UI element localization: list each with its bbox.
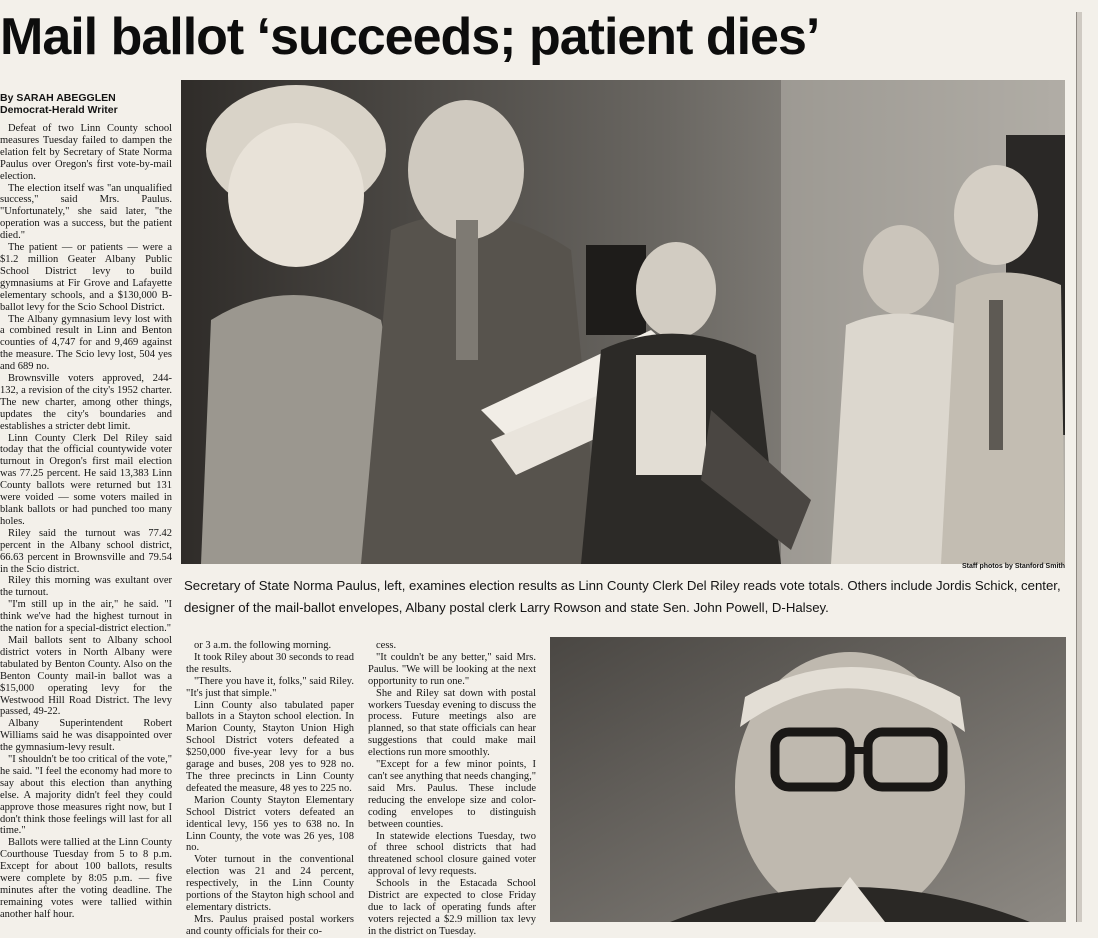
paragraph: "Except for a few minor points, I can't see anything that needs changing," said Mrs. Paulus. These include reducing the envelope size and color-coding envelopes to distinguish between counties. bbox=[368, 759, 536, 830]
byline bbox=[0, 92, 180, 116]
paragraph: Marion County Stayton Elementary School District voters defeated an identical levy, 156 yes to 638 no. In Linn County, the vote was 26 yes, 108 no. bbox=[186, 794, 354, 854]
article-column-2 bbox=[186, 640, 354, 937]
article-column-1 bbox=[0, 123, 172, 922]
paragraph: The election itself was "an unqualified success," said Mrs. Paulus. "Unfortunately," she said later, "the operation was a success, but the patient died." bbox=[0, 182, 172, 242]
paragraph: In statewide elections Tuesday, two of three school districts that had threatened school closure gained voter approval of levy requests. bbox=[368, 830, 536, 878]
paragraph: "I shouldn't be too critical of the vote," he said. "I feel the economy had more to say about this election than anything else. A majority didn't feel they could approve those measures right now, but I don't think those feelings will last for all time." bbox=[0, 754, 172, 837]
paragraph: "There you have it, folks," said Riley. "It's just that simple." bbox=[186, 675, 354, 699]
paragraph: The patient — or patients — were a $1.2 million Geater Albany Public School District levy to build gymnasiums at Fir Grove and Lafayette elementary schools, and a $130,000 B-ballot levy for the Scio School District. bbox=[0, 242, 172, 313]
photo-credit: Staff photos by Stanford Smith bbox=[961, 563, 1065, 570]
paragraph: Schools in the Estacada School District are expected to close Friday due to lack of operating funds after voters rejected a $2.9 million tax levy in the district on Tuesday. bbox=[368, 878, 536, 937]
paragraph: "I'm still up in the air," he said. "I think we've had the highest turnout in the nation for a special-district election." bbox=[0, 599, 172, 635]
group-photo-image bbox=[181, 80, 1065, 564]
portrait-photo bbox=[550, 637, 1066, 922]
paragraph: Mrs. Paulus praised postal workers and county officials for their co- bbox=[186, 913, 354, 937]
byline-author: By SARAH ABEGGLEN bbox=[0, 92, 116, 104]
paragraph: Linn County Clerk Del Riley said today that the official countywide voter turnout in Oregon's first mail election was 77.25 percent. He said 13,383 Linn County ballots were returned but 131 were voided — some voters mailed in blank ballots or had punched too many holes. bbox=[0, 432, 172, 527]
portrait-photo-image bbox=[550, 637, 1066, 922]
paragraph: Voter turnout in the conventional election was 21 and 24 percent, respectively, in the Linn County portions of the Stayton high school and elementary districts. bbox=[186, 854, 354, 913]
paragraph: or 3 a.m. the following morning. bbox=[194, 640, 332, 651]
group-photo bbox=[181, 80, 1065, 564]
page-edge-rule bbox=[1076, 12, 1082, 922]
paragraph: Mail ballots sent to Albany school district voters in North Albany were tabulated by Benton County. Also on the Benton County mail-in ballot was a $15,000 operating levy for the Westwood Hill Road District. The levy passed, 49-22. bbox=[0, 634, 172, 718]
paragraph: The Albany gymnasium levy lost with a combined result in Linn and Benton counties of 4,747 for and 9,469 against the measure. The Scio levy lost, 504 yes and 689 no. bbox=[0, 313, 172, 373]
paragraph: Riley said the turnout was 77.42 percent in the Albany school district, 66.63 percent in Brownsville and 79.54 in the Scio district. bbox=[0, 527, 172, 575]
byline-outlet: Democrat-Herald Writer bbox=[0, 104, 118, 116]
paragraph: Linn County also tabulated paper ballots in a Stayton school election. In Marion County, Stayton Union High School District voters defeated a $250,000 five-year levy for a bus garage and buses, 208 yes to 928 no. The three precincts in Linn County defeated the measure, 48 yes to 225 no. bbox=[186, 699, 354, 794]
paragraph: cess. bbox=[376, 640, 397, 651]
paragraph: Riley this morning was exultant over the turnout. bbox=[0, 575, 172, 599]
article-column-3 bbox=[368, 640, 536, 937]
paragraph: It took Riley about 30 seconds to read the results. bbox=[186, 651, 354, 675]
paragraph: Defeat of two Linn County school measures Tuesday failed to dampen the elation felt by Secretary of State Norma Paulus over Oregon's first vote-by-mail election. bbox=[0, 123, 172, 182]
paragraph: "It couldn't be any better," said Mrs. Paulus. "We will be looking at the next opportunity to run one." bbox=[368, 651, 536, 687]
paragraph: Albany Superintendent Robert Williams said he was disappointed over the gymnasium-levy result. bbox=[0, 718, 172, 754]
headline: Mail ballot ‘succeeds; patient dies’ bbox=[0, 8, 820, 66]
paragraph: Ballots were tallied at the Linn County Courthouse Tuesday from 5 to 8 p.m. Except for about 100 ballots, results were complete by 8:05 p.m. — five minutes after the voting deadline. The remaining votes were tallied within another half hour. bbox=[0, 837, 172, 920]
paragraph: She and Riley sat down with postal workers Tuesday evening to discuss the process. Future meetings also are planned, so that state officials can hear suggestions that could make mail elections run more smoothly. bbox=[368, 687, 536, 759]
paragraph: Brownsville voters approved, 244-132, a revision of the city's 1952 charter. The new charter, among other things, updates the city's boundaries and establishes a stricter debt limit. bbox=[0, 373, 172, 432]
photo-caption: Secretary of State Norma Paulus, left, examines election results as Linn County Clerk Del Riley reads vote totals. Others include Jordis Schick, center, designer of the mail-ballot envelopes, Albany postal clerk Larry Rowson and state Sen. John Powell, D-Halsey. bbox=[184, 578, 1061, 615]
